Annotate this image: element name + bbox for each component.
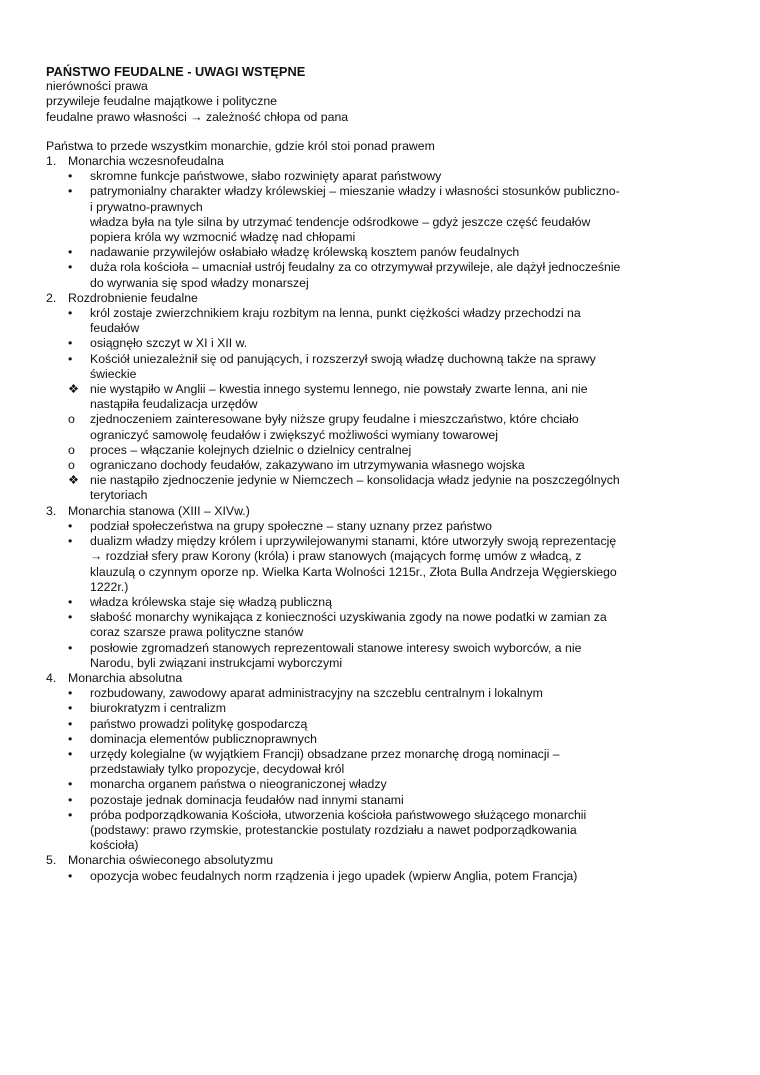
section-title: Rozdrobnienie feudalne xyxy=(68,290,198,305)
list-item xyxy=(46,777,710,792)
item-text: monarcha organem państwa o nieograniczonej władzy xyxy=(90,777,387,792)
list-item xyxy=(46,732,710,747)
bullet-icon: • xyxy=(68,868,73,883)
item-text: 1222r.) xyxy=(90,579,129,594)
list-item xyxy=(46,701,710,716)
section-number: 3. xyxy=(46,503,57,518)
item-text: przedstawiały tylko propozycje, decydował król xyxy=(90,762,345,777)
item-text: feudałów xyxy=(90,321,140,336)
item-text: ograniczyć samowolę feudałów i zwiększyć możliwości wymiany towarowej xyxy=(90,427,498,442)
intro-line: nierówności prawa xyxy=(46,79,148,94)
lead-text: Państwa to przede wszystkim monarchie, gdzie król stoi ponad prawem xyxy=(46,138,435,153)
bullet-icon: • xyxy=(68,534,73,549)
section-number: 1. xyxy=(46,154,57,169)
circle-bullet-icon: o xyxy=(68,458,75,473)
list-item xyxy=(46,260,710,290)
section xyxy=(46,853,710,883)
bullet-icon: • xyxy=(68,306,73,321)
item-text: władza królewska staje się władzą publiczną xyxy=(90,594,332,609)
item-text: proces – włączanie kolejnych dzielnic o dzielnicy centralnej xyxy=(90,442,412,457)
item-text: pozostaje jednak dominacja feudałów nad innymi stanami xyxy=(90,792,404,807)
bullet-icon: • xyxy=(68,731,73,746)
bullet-icon: • xyxy=(68,807,73,822)
item-text: skromne funkcje państwowe, słabo rozwinięty aparat państwowy xyxy=(90,169,442,184)
list-item xyxy=(46,336,710,351)
section-heading xyxy=(46,671,710,686)
item-text: ograniczano dochody feudałów, zakazywano im utrzymywania własnego wojska xyxy=(90,458,525,473)
bullet-list xyxy=(46,169,710,215)
bullet-icon: • xyxy=(68,594,73,609)
item-text: nie nastąpiło zjednoczenie jedynie w Niemczech – konsolidacja władz jedynie na poszczególnych xyxy=(90,473,620,488)
diamond-bullet-icon: ❖ xyxy=(68,382,80,397)
item-text: biurokratyzm i centralizm xyxy=(90,701,226,716)
bullet-icon: • xyxy=(68,610,73,625)
continuation-text: władza była na tyle silna by utrzymać tendencje odśrodkowe – gdyż jeszcze część feudałów xyxy=(90,214,591,229)
item-text: próba podporządkowania Kościoła, utworzenia kościoła państwowego służącego monarchii xyxy=(90,807,587,822)
section-heading xyxy=(46,291,710,306)
list-item xyxy=(46,245,710,260)
section-title: Monarchia oświeconego absolutyzmu xyxy=(68,853,274,868)
item-text: duża rola kościoła – umacniał ustrój feudalny za co otrzymywał przywileje, ale dążył jednocześnie xyxy=(90,260,621,275)
bullet-icon: • xyxy=(68,351,73,366)
list-item xyxy=(46,686,710,701)
item-text: państwo prowadzi politykę gospodarczą xyxy=(90,716,308,731)
item-text: rozbudowany, zawodowy aparat administracyjny na szczeblu centralnym i lokalnym xyxy=(90,686,543,701)
item-text: Narodu, byli związani instrukcjami wyborczymi xyxy=(90,655,343,670)
item-text: terytoriach xyxy=(90,488,148,503)
bullet-icon: • xyxy=(68,701,73,716)
item-text: podział społeczeństwa na grupy społeczne – stany uznany przez państwo xyxy=(90,518,492,533)
item-text: osiągnęło szczyt w XI i XII w. xyxy=(90,336,248,351)
section-number: 2. xyxy=(46,290,57,305)
item-text: → rozdział sfery praw Korony (króla) i praw stanowych (mających formę umów z władcą, z xyxy=(90,549,582,564)
circle-bullet-icon: o xyxy=(68,412,75,427)
item-text: nadawanie przywilejów osłabiało władzę królewską kosztem panów feudalnych xyxy=(90,245,520,260)
bullet-icon: • xyxy=(68,245,73,260)
item-text: i prywatno-prawnych xyxy=(90,199,203,214)
item-text: opozycja wobec feudalnych norm rządzenia i jego upadek (wpierw Anglia, potem Francja) xyxy=(90,868,578,883)
item-text: dominacja elementów publicznoprawnych xyxy=(90,731,317,746)
bullet-icon: • xyxy=(68,686,73,701)
bullet-list xyxy=(46,306,710,504)
bullet-list xyxy=(46,686,710,853)
item-text: coraz szarsze prawa polityczne stanów xyxy=(90,625,304,640)
list-item xyxy=(46,382,710,412)
page-heading: PAŃSTWO FEUDALNE - UWAGI WSTĘPNE xyxy=(46,64,306,79)
list-item xyxy=(46,793,710,808)
section-heading xyxy=(46,853,710,868)
bullet-icon: • xyxy=(68,260,73,275)
document xyxy=(46,64,710,884)
list-item xyxy=(46,808,710,854)
list-item xyxy=(46,595,710,610)
item-text: do wyrwania się spod władzy monarszej xyxy=(90,275,309,290)
section-title: Monarchia wczesnofeudalna xyxy=(68,154,224,169)
circle-bullet-icon: o xyxy=(68,442,75,457)
bullet-list xyxy=(46,245,710,291)
item-text: słabość monarchy wynikająca z konieczności uzyskiwania zgody na nowe podatki w zamian za xyxy=(90,610,607,625)
item-text: patrymonialny charakter władzy królewskiej – mieszanie władzy i własności stosunków publiczno- xyxy=(90,184,620,199)
item-text: klauzulą o czynnym oporze np. Wielka Karta Wolności 1215r., Złota Bulla Andrzeja Węgierskiego xyxy=(90,564,617,579)
intro-line: przywileje feudalne majątkowe i polityczne xyxy=(46,94,278,109)
section-number: 4. xyxy=(46,670,57,685)
bullet-icon: • xyxy=(68,169,73,184)
section xyxy=(46,504,710,671)
list-item xyxy=(46,412,710,442)
list-item xyxy=(46,473,710,503)
item-text: świeckie xyxy=(90,366,137,381)
section-title: Monarchia stanowa (XIII – XIVw.) xyxy=(68,503,250,518)
bullet-list xyxy=(46,519,710,671)
list-item xyxy=(46,306,710,336)
continuation-text: popiera króla wy wzmocnić władzę nad chłopami xyxy=(90,230,356,245)
spacer xyxy=(46,125,710,139)
section-heading xyxy=(46,504,710,519)
item-text: nie wystąpiło w Anglii – kwestia innego systemu lennego, nie powstały zwarte lenna, ani nie xyxy=(90,382,588,397)
list-item xyxy=(46,443,710,458)
item-text: urzędy kolegialne (w wyjątkiem Francji) obsadzane przez monarchę drogą nominacji – xyxy=(90,746,560,761)
list-item xyxy=(46,169,710,184)
diamond-bullet-icon: ❖ xyxy=(68,473,80,488)
item-text: Kościół uniezależnił się od panujących, i rozszerzył swoją władzę duchowną także na sprawy xyxy=(90,351,596,366)
list-item xyxy=(46,717,710,732)
section-heading xyxy=(46,154,710,169)
list-item xyxy=(46,641,710,671)
list-item xyxy=(46,519,710,534)
item-text: król zostaje zwierzchnikiem kraju rozbitym na lenna, punkt ciężkości władzy przechodzi na xyxy=(90,306,581,321)
list-item xyxy=(46,534,710,595)
item-text: kościoła) xyxy=(90,838,139,853)
intro-line: feudalne prawo własności → zależność chłopa od pana xyxy=(46,109,349,124)
bullet-icon: • xyxy=(68,184,73,199)
bullet-icon: • xyxy=(68,777,73,792)
item-text: dualizm władzy między królem i uprzywilejowanymi stanami, które utworzyły swoją reprezentację xyxy=(90,534,617,549)
list-item xyxy=(46,869,710,884)
section-number: 5. xyxy=(46,853,57,868)
section xyxy=(46,291,710,504)
item-text: (podstawy: prawo rzymskie, protestanckie postulaty rozdziału a nawet podporządkowania xyxy=(90,822,577,837)
bullet-icon: • xyxy=(68,746,73,761)
list-item xyxy=(46,184,710,214)
section xyxy=(46,671,710,853)
bullet-icon: • xyxy=(68,518,73,533)
item-text: posłowie zgromadzeń stanowych reprezentowali stanowe interesy swoich wyborców, a nie xyxy=(90,640,582,655)
list-item xyxy=(46,352,710,382)
item-text: zjednoczeniem zainteresowane były niższe grupy feudalne i mieszczaństwo, które chciało xyxy=(90,412,579,427)
section-title: Monarchia absolutna xyxy=(68,670,183,685)
list-item xyxy=(46,610,710,640)
list-item xyxy=(46,747,710,777)
bullet-icon: • xyxy=(68,716,73,731)
list-item xyxy=(46,458,710,473)
item-text: nastąpiła feudalizacja urzędów xyxy=(90,397,258,412)
bullet-icon: • xyxy=(68,336,73,351)
bullet-icon: • xyxy=(68,640,73,655)
bullet-list xyxy=(46,869,710,884)
bullet-icon: • xyxy=(68,792,73,807)
section xyxy=(46,154,710,291)
